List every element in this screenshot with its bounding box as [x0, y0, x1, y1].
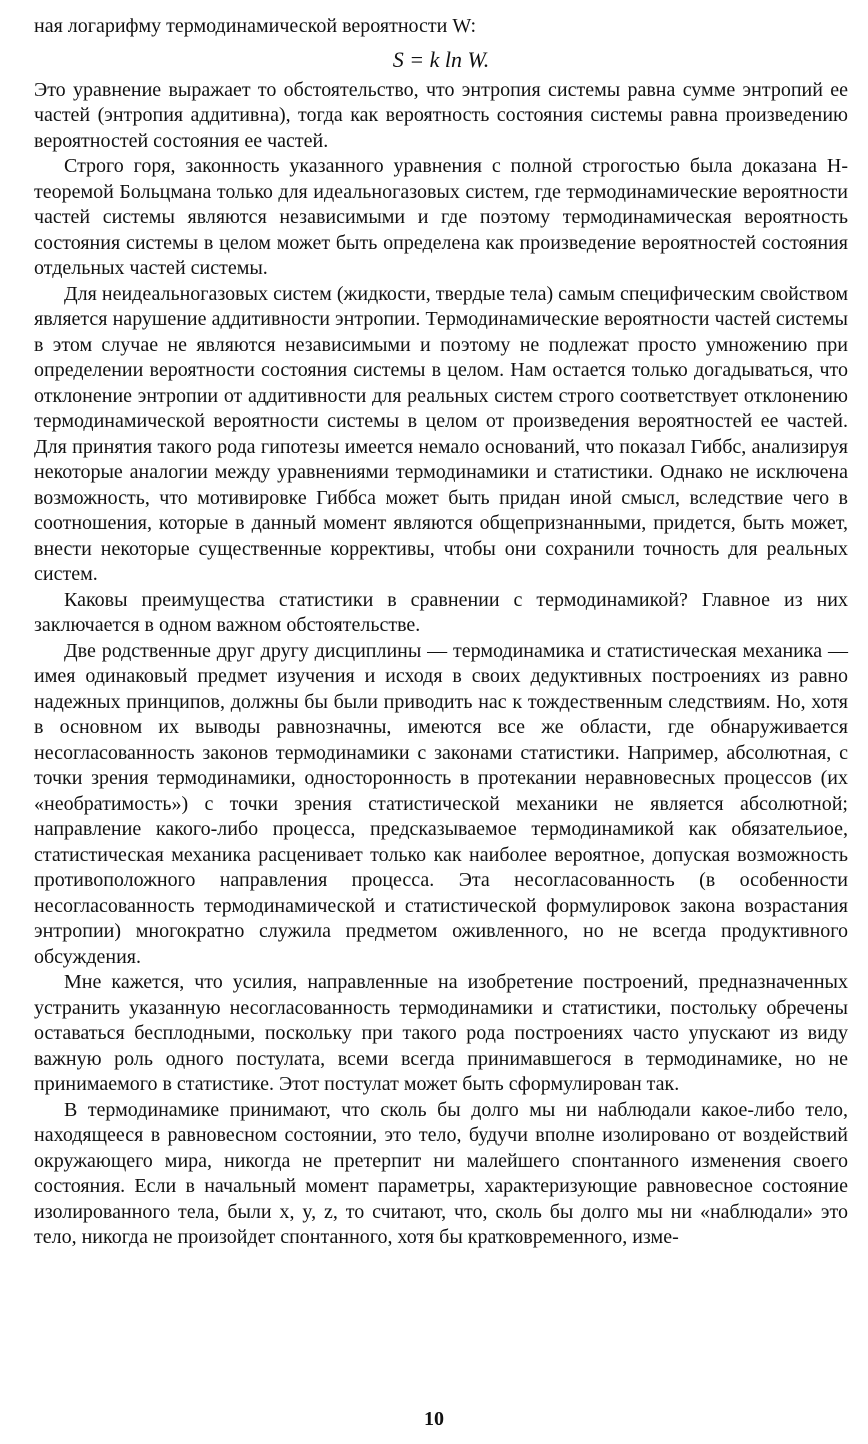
paragraph-3: Для неидеальногазовых систем (жидкости, твердые тела) самым специфическим свойством является нарушение аддитивности энтропии. Термодинамические вероятности частей системы в этом случае не являются независимыми и поэтому не подлежат просто умножению при определении вероятности состояния системы в целом. Нам остается только догадываться, что отклонение энтропии от аддитивности для реальных систем строго соответствует отклонению термодинамической вероятности системы в целом от произведения вероятностей ее частей. Для принятия такого рода гипотезы имеется немало оснований, что показал Гиббс, анализируя некоторые аналогии между уравнениями термодинамики и статистики. Однако не исключена возможность, что мотивировке Гиббса может быть придан иной смысл, вследствие чего в соотношения, которые в данный момент являются общепризнанными, придется, быть может, внести некоторые существенные коррективы, чтобы они сохранили точность для реальных систем. [34, 282, 848, 585]
paragraph-5: Две родственные друг другу дисциплины — термодинамика и статистическая механика — имея одинаковый предмет изучения и исходя в своих дедуктивных построениях из равно надежных принципов, должны бы были приводить нас к тождественным следствиям. Но, хотя в основном их выводы равнозначны, имеются все же области, где обнаруживается несогласованность законов термодинамики с законами статистики. Например, абсолютная, с точки зрения термодинамики, односторонность в протекании неравновесных процессов (их «необратимость») с точки зрения статистической механики не является абсолютной; направление какого-либо процесса, предсказываемое термодинамикой как обязательиое, статистическая механика расценивает только как наиболее вероятное, допуская возможность противоположного направления процесса. Эта несогласованность (в особенности несогласованность термодинамической и статистической формулировок закона возрастания энтропии) многократно служила предметом оживленного, но не всегда продуктивного обсуждения. [34, 639, 848, 968]
paragraph-2: Строго горя, законность указанного уравнения с полной строгостью была доказана H-теоремой Больцмана только для идеальногазовых систем, где термодинамические вероятности частей системы являются независимыми и где поэтому термодинамическая вероятность состояния системы в целом может быть определена как произведение вероятностей состояния отдельных частей системы. [34, 155, 848, 279]
paragraph-6: Мне кажется, что усилия, направленные на изобретение построений, предназначенных устранить указанную несогласованность термодинамики и статистики, постольку обречены оставаться бесплодными, поскольку при такого рода построениях часто упускают из виду важную роль одного постулата, всеми всегда принимавшегося в термодинамике, но не принимаемого в статистике. Этот постулат может быть сформулирован так. [34, 971, 848, 1095]
continuation-line: ная логарифму термодинамической вероятности W: [34, 15, 477, 37]
page-number: 10 [424, 1408, 444, 1430]
paragraph-4: Каковы преимущества статистики в сравнении с термодинамикой? Главное из них заключается в одном важном обстоятельстве. [34, 588, 848, 636]
paragraph-7: В термодинамике принимают, что сколь бы долго мы ни наблюдали какое-либо тело, находящееся в равновесном состоянии, это тело, будучи вполне изолировано от воздействий окружающего мира, никогда не претерпит ни малейшего спонтанного изменения своего состояния. Если в начальный момент параметры, характеризующие равновесное состояние изолированного тела, были x, y, z, то считают, что, сколь бы долго мы ни «наблюдали» это тело, никогда не произойдет спонтанного, хотя бы кратковременного, изме- [34, 1098, 848, 1248]
entropy-formula: S = k ln W. [392, 46, 490, 72]
paragraph-1: Это уравнение выражает то обстоятельство, что энтропия системы равна сумме энтропий ее частей (энтропия аддитивна), тогда как вероятность состояния системы равна произведению вероятностей состояния ее частей. [34, 78, 848, 152]
